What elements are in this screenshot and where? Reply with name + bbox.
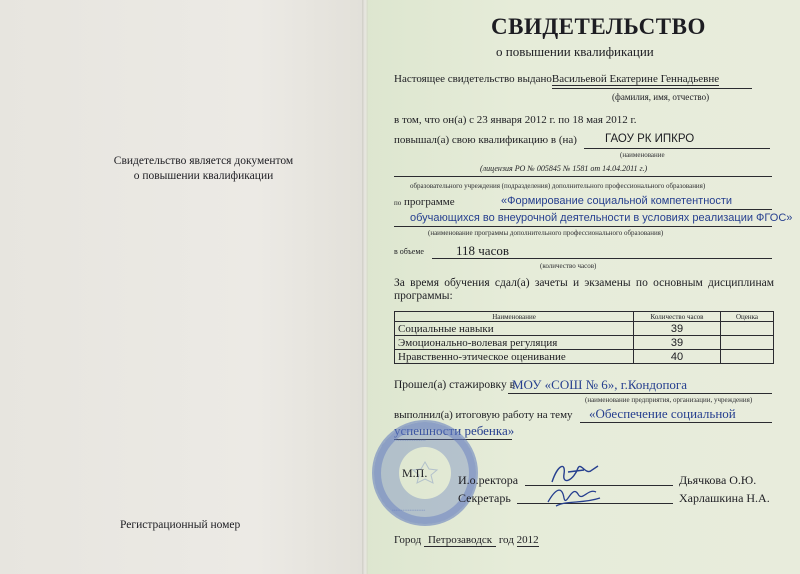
discipline-hours: 40 (634, 350, 721, 364)
final-work-topic-2: успешности ребенка» (394, 423, 515, 438)
issued-line (394, 73, 719, 86)
institution-caption: (наименование (620, 151, 665, 159)
institution-license: (лицензия РО № 005845 № 1581 от 14.04.2011 г.) (480, 164, 648, 173)
year-value: 2012 (516, 534, 539, 546)
page-fold (362, 0, 368, 574)
final-work-underline-1 (580, 422, 772, 423)
table-row (395, 336, 774, 350)
table-row (395, 322, 774, 336)
internship-place: МОУ «СОШ № 6», г.Кондопога (512, 377, 688, 392)
discipline-name: Эмоционально-волевая регуляция (395, 336, 634, 350)
discipline-name: Нравственно-этическое оценивание (395, 350, 634, 364)
program-line-2: обучающихся во внеурочной деятельности в условиях реализации ФГОС» (410, 212, 793, 224)
discipline-grade (721, 336, 774, 350)
program-prefix (394, 196, 455, 208)
license-underline (394, 176, 772, 177)
period-from: 23 января 2012 г. (476, 114, 556, 126)
svg-text:•••••••••••••••••: ••••••••••••••••• (396, 438, 426, 444)
left-page (0, 0, 365, 574)
secretary-name: Харлашкина Н.А. (679, 491, 770, 505)
city-value: Петрозаводск (424, 534, 496, 547)
internship-caption: (наименование предприятия, организации, учреждения) (585, 396, 753, 404)
secretary-signature (542, 478, 606, 514)
final-work-topic-1: «Обеспечение социальной (589, 406, 736, 421)
discipline-hours: 39 (634, 336, 721, 350)
rector-label: И.о.ректора (458, 473, 519, 487)
institution-underline (584, 148, 770, 149)
column-header-name: Наименование (395, 312, 634, 322)
column-header-hours: Количество часов (634, 312, 721, 322)
footer-line (394, 534, 539, 547)
name-underline (552, 88, 752, 89)
volume-value: 118 часов (456, 243, 509, 258)
institution-name: ГАОУ РК ИПКРО (605, 133, 695, 145)
discipline-hours: 39 (634, 322, 721, 336)
exams-text: За время обучения сдал(а) зачеты и экзамены по основным дисциплинам программы: (394, 277, 774, 302)
period-line (394, 114, 637, 126)
program-prefix-small: по (394, 199, 402, 207)
registration-number-label: Регистрационный номер (120, 519, 241, 531)
institution-prefix: повышал(а) свою квалификацию в (на) (394, 134, 577, 146)
discipline-grade (721, 322, 774, 336)
program-caption: (наименование программы дополнительного профессионального образования) (428, 229, 664, 237)
internship-underline (508, 393, 772, 394)
grades-table (394, 311, 774, 364)
discipline-grade (721, 350, 774, 364)
issued-prefix: Настоящее свидетельство выдано (394, 73, 552, 85)
mp-label: М.П. (402, 466, 428, 480)
table-header-row (395, 312, 774, 322)
secretary-label: Секретарь (458, 491, 511, 505)
name-caption: (фамилия, имя, отчество) (612, 92, 710, 102)
program-line-1: «Формирование социальной компетентности (501, 195, 733, 207)
institution-caption-2: образовательного учреждения (подразделения) дополнительного профессионального образования) (410, 182, 706, 190)
program-prefix-word: программе (404, 196, 455, 208)
period-text-b: по (558, 114, 570, 126)
program-underline-2 (394, 226, 772, 227)
volume-caption: (количество часов) (540, 262, 597, 270)
svg-text:•••••••••••••••••••: ••••••••••••••••••• (392, 508, 426, 514)
internship-prefix: Прошел(а) стажировку в (394, 379, 516, 391)
city-label: Город (394, 534, 422, 546)
table-row (395, 350, 774, 364)
page-title: СВИДЕТЕЛЬСТВО (491, 14, 706, 39)
year-label: год (498, 534, 514, 546)
page-subtitle: о повышении квалификации (496, 44, 654, 59)
volume-prefix: в объеме (394, 247, 424, 256)
issued-name: Васильевой Екатерине Геннадьевне (551, 73, 720, 85)
rector-name: Дьячкова О.Ю. (679, 473, 757, 487)
volume-underline (432, 258, 772, 259)
period-to: 18 мая 2012 г. (572, 114, 637, 126)
program-underline-1 (500, 209, 772, 210)
discipline-name: Социальные навыки (395, 322, 634, 336)
period-text-a: в том, что он(а) с (394, 114, 475, 126)
final-work-prefix: выполнил(а) итоговую работу на тему (394, 409, 573, 421)
column-header-grade: Оценка (721, 312, 774, 322)
left-note: Свидетельство является документом о повышении квалификации (113, 155, 294, 182)
